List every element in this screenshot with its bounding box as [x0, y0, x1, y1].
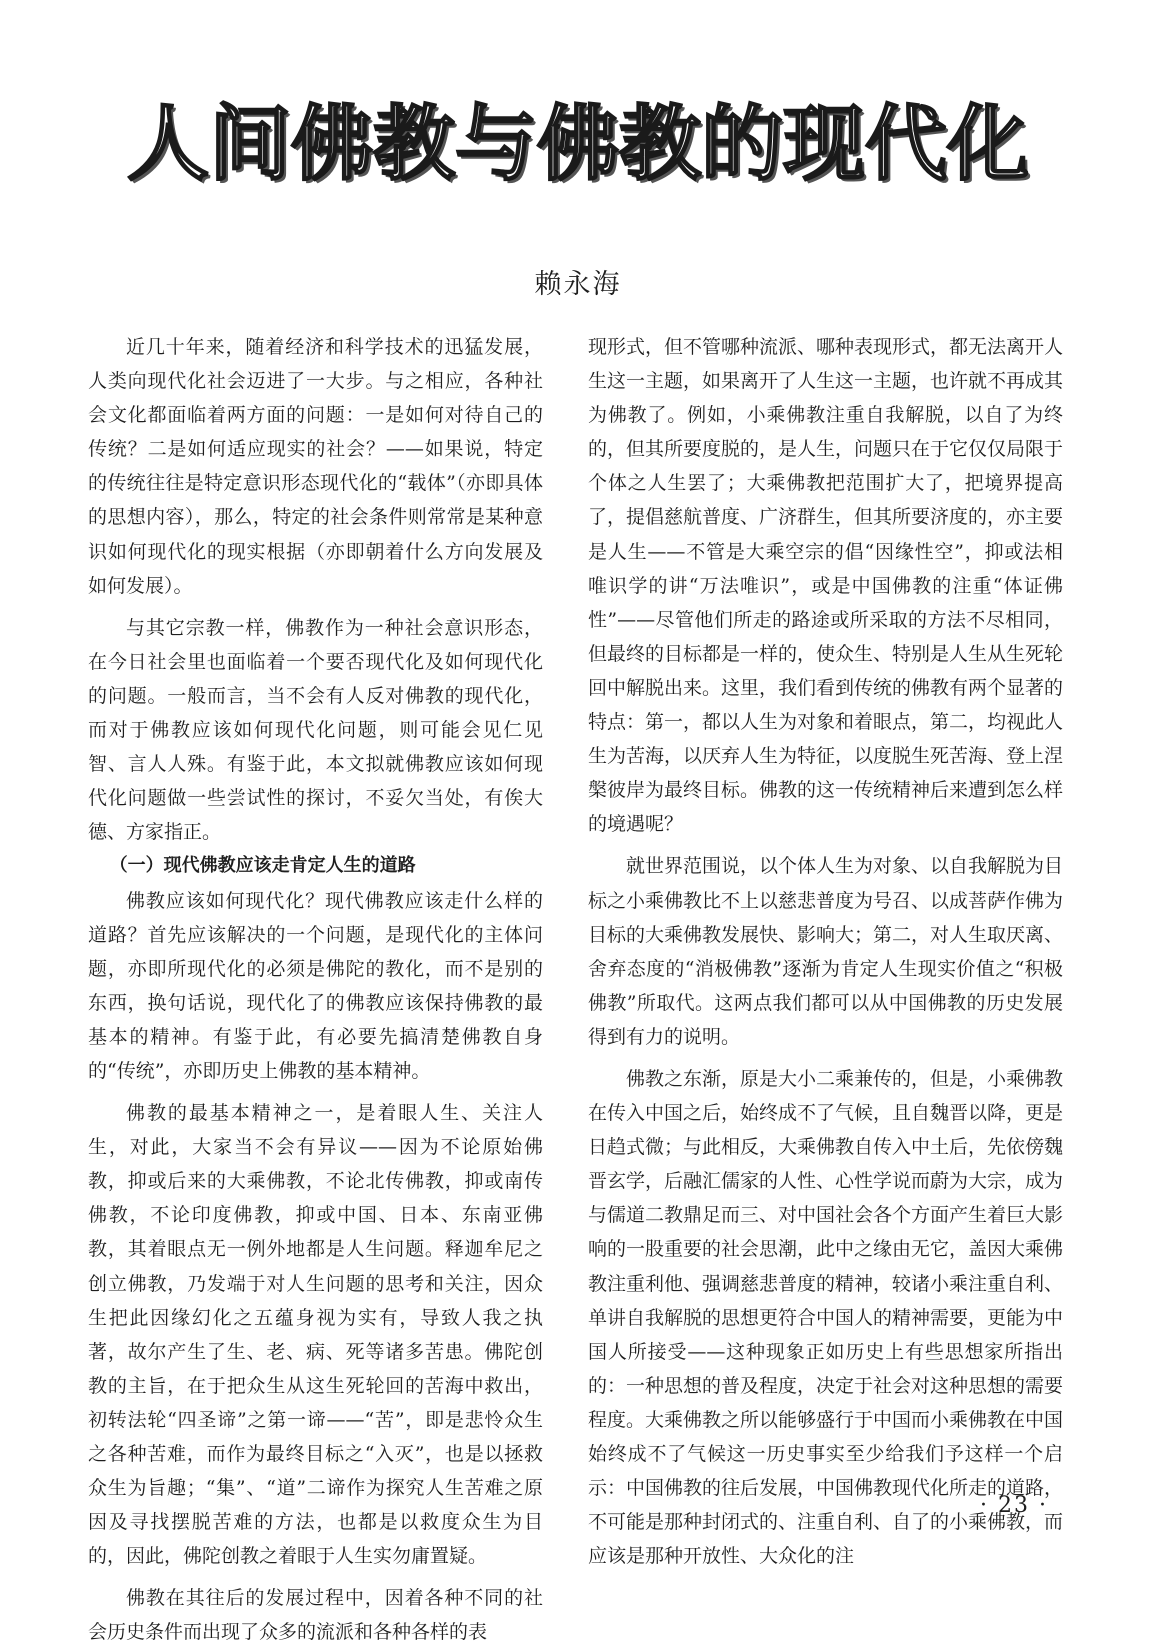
- paragraph: 就世界范围说，以个体人生为对象、以自我解脱为目标之小乘佛教比不上以慈悲普度为号召、以成菩萨作佛为目标的大乘佛教发展快、影响大；第二，对人生取厌离、舍弃态度的“消极佛教”逐渐为肯定人生现实价值之“积极佛教”所取代。这两点我们都可以从中国佛教的历史发展得到有力的说明。: [588, 855, 1064, 1048]
- paragraph: 与其它宗教一样，佛教作为一种社会意识形态，在今日社会里也面临着一个要否现代化及如何现代化的问题。一般而言，当不会有人反对佛教的现代化，而对于佛教应该如何现代化问题，则可能会见仁见智、言人人殊。有鉴于此，本文拟就佛教应该如何现代化问题做一些尝试性的探讨，不妥欠当处，有俟大德、方家指正。: [88, 616, 543, 844]
- section-heading: （一）现代佛教应该走肯定人生的道路: [109, 855, 416, 877]
- author-name: 赖永海: [534, 269, 622, 300]
- article-title: 人间佛教与佛教的现代化: [126, 97, 1029, 192]
- paragraph: 现形式，但不管哪种流派、哪种表现形式，都无法离开人生这一主题，如果离开了人生这一主题，也许就不再成其为佛教了。例如，小乘佛教注重自我解脱，以自了为终的，但其所要度脱的，是人生，问题只在于它仅仅局限于个体之人生罢了；大乘佛教把范围扩大了，把境界提高了，提倡慈航普度、广济群生，但其所要济度的，亦主要是人生——不管是大乘空宗的倡“因缘性空”，抑或法相唯识学的讲“万法唯识”，或是中国佛教的注重“体证佛性”——尽管他们所走的路途或所采取的方法不尽相同，但最终的目标都是一样的，使众生、特别是人生从生死轮回中解脱出来。这里，我们看到传统的佛教有两个显著的特点：第一，都以人生为对象和着眼点，第二，均视此人生为苦海，以厌弃人生为特征，以度脱生死苦海、登上涅槃彼岸为最终目标。佛教的这一传统精神后来遭到怎么样的境遇呢？: [588, 336, 1064, 836]
- right-column: [588, 330, 1063, 1573]
- page-number: · 23 ·: [980, 1493, 1048, 1518]
- paragraph: 近几十年来，随着经济和科学技术的迅猛发展，人类向现代化社会迈进了一大步。与之相应，各种社会文化都面临着两方面的问题：一是如何对待自己的传统？二是如何适应现实的社会？——如果说，特定的传统往往是特定意识形态现代化的“载体”（亦即具体的思想内容），那么，特定的社会条件则常常是某种意识如何现代化的现实根据（亦即朝着什么方向发展及如何发展）。: [88, 336, 543, 597]
- paragraph: 佛教在其往后的发展过程中，因着各种不同的社会历史条件而出现了众多的流派和各种各样的表: [88, 1587, 543, 1644]
- paragraph: 佛教的最基本精神之一，是着眼人生、关注人生，对此，大家当不会有异议——因为不论原始佛教，抑或后来的大乘佛教，不论北传佛教，抑或南传佛教，不论印度佛教，抑或中国、日本、东南亚佛教，其着眼点无一例外地都是人生问题。释迦牟尼之创立佛教，乃发端于对人生问题的思考和关注，因众生把此因缘幻化之五蕴身视为实有，导致人我之执著，故尔产生了生、老、病、死等诸多苦患。佛陀创教的主旨，在于把众生从这生死轮回的苦海中救出，初转法轮“四圣谛”之第一谛——“苦”，即是悲怜众生之各种苦难，而作为最终目标之“入灭”，也是以拯救众生为旨趣；“集”、“道”二谛作为探究人生苦难之原因及寻找摆脱苦难的方法，也都是以救度众生为目的，因此，佛陀创教之着眼于人生实勿庸置疑。: [88, 1102, 543, 1568]
- left-column: [88, 330, 543, 1650]
- paragraph: 佛教之东渐，原是大小二乘兼传的，但是，小乘佛教在传入中国之后，始终成不了气候，且自魏晋以降，更是日趋式微；与此相反，大乘佛教自传入中土后，先依傍魏晋玄学，后融汇儒家的人性、心性学说而蔚为大宗，成为与儒道二教鼎足而三、对中国社会各个方面产生着巨大影响的一股重要的社会思潮，此中之缘由无它，盖因大乘佛教注重利他、强调慈悲普度的精神，较诸小乘注重自利、单讲自我解脱的思想更符合中国人的精神需要，更能为中国人所接受——这种现象正如历史上有些思想家所指出的：一种思想的普及程度，决定于社会对这种思想的需要程度。大乘佛教之所以能够盛行于中国而小乘佛教在中国始终成不了气候这一历史事实至少给我们予这样一个启示：中国佛教的往后发展，中国佛教现代化所走的道路，不可能是那种封闭式的、注重自利、自了的小乘佛教，而应该是那种开放性、大众化的注: [588, 1067, 1064, 1568]
- paragraph: 佛教应该如何现代化？现代佛教应该走什么样的道路？首先应该解决的一个问题，是现代化的主体问题，亦即所现代化的必须是佛陀的教化，而不是别的东西，换句话说，现代化了的佛教应该保持佛教的最基本的精神。有鉴于此，有必要先搞清楚佛教自身的“传统”，亦即历史上佛教的基本精神。: [88, 889, 543, 1082]
